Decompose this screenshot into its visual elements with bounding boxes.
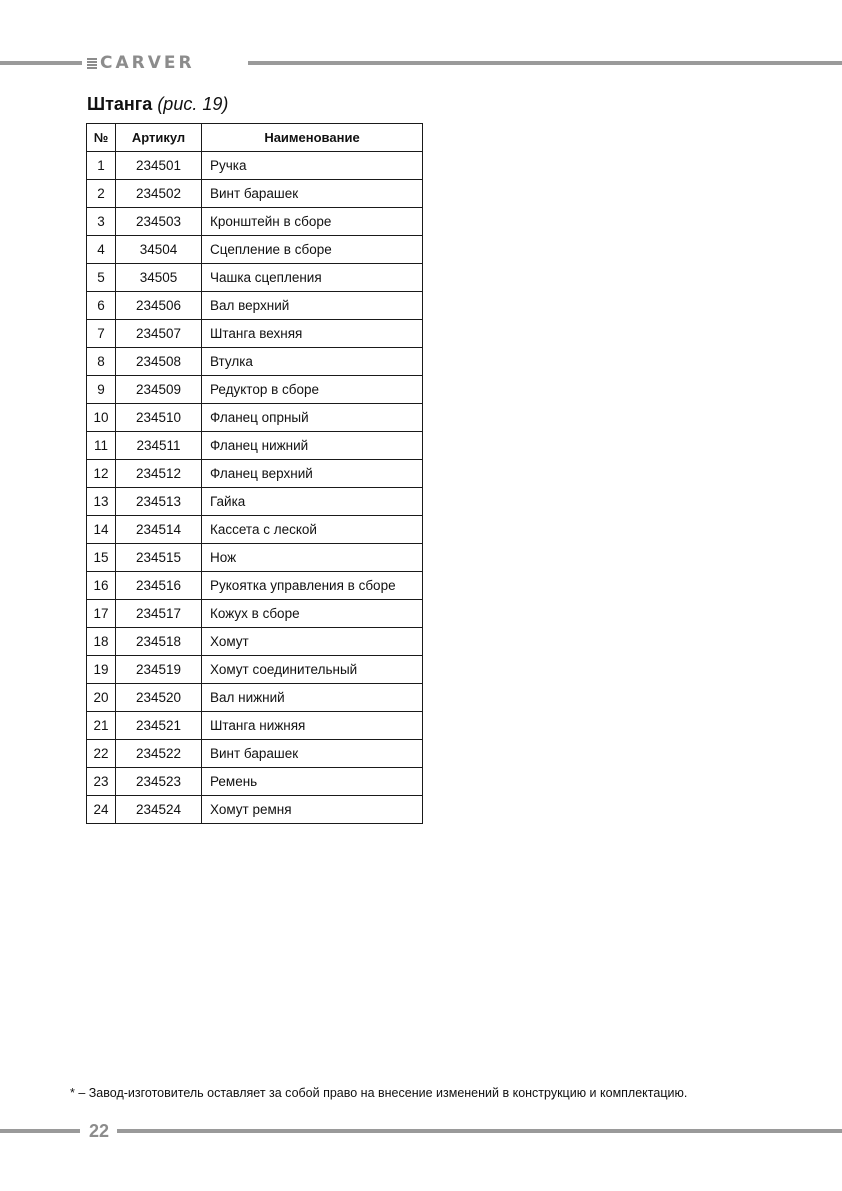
cell-number: 12 — [87, 460, 116, 488]
cell-number: 6 — [87, 292, 116, 320]
cell-name: Винт барашек — [202, 180, 423, 208]
table-row — [87, 404, 423, 432]
cell-article: 234520 — [116, 684, 202, 712]
table-row — [87, 236, 423, 264]
cell-name: Сцепление в сборе — [202, 236, 423, 264]
cell-name: Хомут соединительный — [202, 656, 423, 684]
table-row — [87, 152, 423, 180]
table-row — [87, 684, 423, 712]
cell-article: 234513 — [116, 488, 202, 516]
parts-table-body — [87, 152, 423, 824]
cell-name: Фланец нижний — [202, 432, 423, 460]
table-row — [87, 488, 423, 516]
cell-name: Ремень — [202, 768, 423, 796]
cell-number: 7 — [87, 320, 116, 348]
brand-logo — [87, 53, 195, 73]
cell-number: 19 — [87, 656, 116, 684]
cell-article: 234502 — [116, 180, 202, 208]
cell-number: 13 — [87, 488, 116, 516]
table-row — [87, 432, 423, 460]
cell-number: 2 — [87, 180, 116, 208]
cell-number: 8 — [87, 348, 116, 376]
cell-article: 234507 — [116, 320, 202, 348]
title-figure-ref: (рис. 19) — [157, 94, 229, 114]
cell-name: Редуктор в сборе — [202, 376, 423, 404]
cell-number: 4 — [87, 236, 116, 264]
cell-article: 34504 — [116, 236, 202, 264]
cell-name: Штанга вехняя — [202, 320, 423, 348]
cell-number: 22 — [87, 740, 116, 768]
column-header-name: Наименование — [202, 124, 423, 152]
cell-article: 234512 — [116, 460, 202, 488]
table-row — [87, 740, 423, 768]
cell-name: Кронштейн в сборе — [202, 208, 423, 236]
cell-article: 234503 — [116, 208, 202, 236]
cell-article: 234524 — [116, 796, 202, 824]
cell-name: Гайка — [202, 488, 423, 516]
footer-rule-left — [0, 1129, 80, 1133]
cell-article: 234510 — [116, 404, 202, 432]
cell-number: 15 — [87, 544, 116, 572]
cell-article: 234517 — [116, 600, 202, 628]
cell-article: 234501 — [116, 152, 202, 180]
table-row — [87, 376, 423, 404]
column-header-article: Артикул — [116, 124, 202, 152]
table-row — [87, 320, 423, 348]
cell-name: Фланец верхний — [202, 460, 423, 488]
cell-name: Кожух в сборе — [202, 600, 423, 628]
table-row — [87, 712, 423, 740]
page-number: 22 — [88, 1121, 110, 1141]
table-row — [87, 292, 423, 320]
cell-article: 234511 — [116, 432, 202, 460]
table-row — [87, 544, 423, 572]
parts-table — [86, 123, 423, 824]
table-row — [87, 600, 423, 628]
table-row — [87, 628, 423, 656]
cell-article: 234518 — [116, 628, 202, 656]
table-row — [87, 208, 423, 236]
table-header-row — [87, 124, 423, 152]
cell-article: 234515 — [116, 544, 202, 572]
header-rule-left — [0, 61, 82, 65]
cell-name: Рукоятка управления в сборе — [202, 572, 423, 600]
cell-name: Втулка — [202, 348, 423, 376]
table-row — [87, 180, 423, 208]
cell-number: 1 — [87, 152, 116, 180]
cell-name: Нож — [202, 544, 423, 572]
cell-article: 234506 — [116, 292, 202, 320]
cell-name: Вал верхний — [202, 292, 423, 320]
cell-article: 34505 — [116, 264, 202, 292]
table-row — [87, 516, 423, 544]
cell-article: 234514 — [116, 516, 202, 544]
cell-number: 24 — [87, 796, 116, 824]
cell-name: Фланец опрный — [202, 404, 423, 432]
table-row — [87, 572, 423, 600]
cell-number: 21 — [87, 712, 116, 740]
cell-name: Штанга нижняя — [202, 712, 423, 740]
cell-number: 17 — [87, 600, 116, 628]
cell-number: 18 — [87, 628, 116, 656]
cell-article: 234523 — [116, 768, 202, 796]
column-header-number: № — [87, 124, 116, 152]
cell-number: 3 — [87, 208, 116, 236]
cell-number: 11 — [87, 432, 116, 460]
header-rule-right — [248, 61, 842, 65]
cell-name: Ручка — [202, 152, 423, 180]
cell-name: Вал нижний — [202, 684, 423, 712]
title-main: Штанга — [87, 94, 153, 114]
cell-article: 234522 — [116, 740, 202, 768]
cell-article: 234516 — [116, 572, 202, 600]
cell-number: 23 — [87, 768, 116, 796]
table-row — [87, 656, 423, 684]
cell-article: 234509 — [116, 376, 202, 404]
brand-mark-icon — [87, 58, 97, 69]
cell-number: 16 — [87, 572, 116, 600]
cell-number: 14 — [87, 516, 116, 544]
table-row — [87, 768, 423, 796]
cell-number: 10 — [87, 404, 116, 432]
table-row — [87, 460, 423, 488]
table-row — [87, 264, 423, 292]
cell-name: Хомут ремня — [202, 796, 423, 824]
cell-article: 234508 — [116, 348, 202, 376]
page-title — [87, 92, 228, 116]
footnote: * – Завод-изготовитель оставляет за собой право на внесение изменений в конструкцию и комплектацию. — [70, 1086, 688, 1100]
cell-number: 20 — [87, 684, 116, 712]
cell-article: 234521 — [116, 712, 202, 740]
cell-name: Винт барашек — [202, 740, 423, 768]
cell-name: Хомут — [202, 628, 423, 656]
cell-name: Кассета с леской — [202, 516, 423, 544]
cell-article: 234519 — [116, 656, 202, 684]
table-row — [87, 796, 423, 824]
table-row — [87, 348, 423, 376]
cell-number: 9 — [87, 376, 116, 404]
brand-name: CARVER — [100, 53, 195, 73]
cell-name: Чашка сцепления — [202, 264, 423, 292]
cell-number: 5 — [87, 264, 116, 292]
footer-rule-right — [117, 1129, 842, 1133]
